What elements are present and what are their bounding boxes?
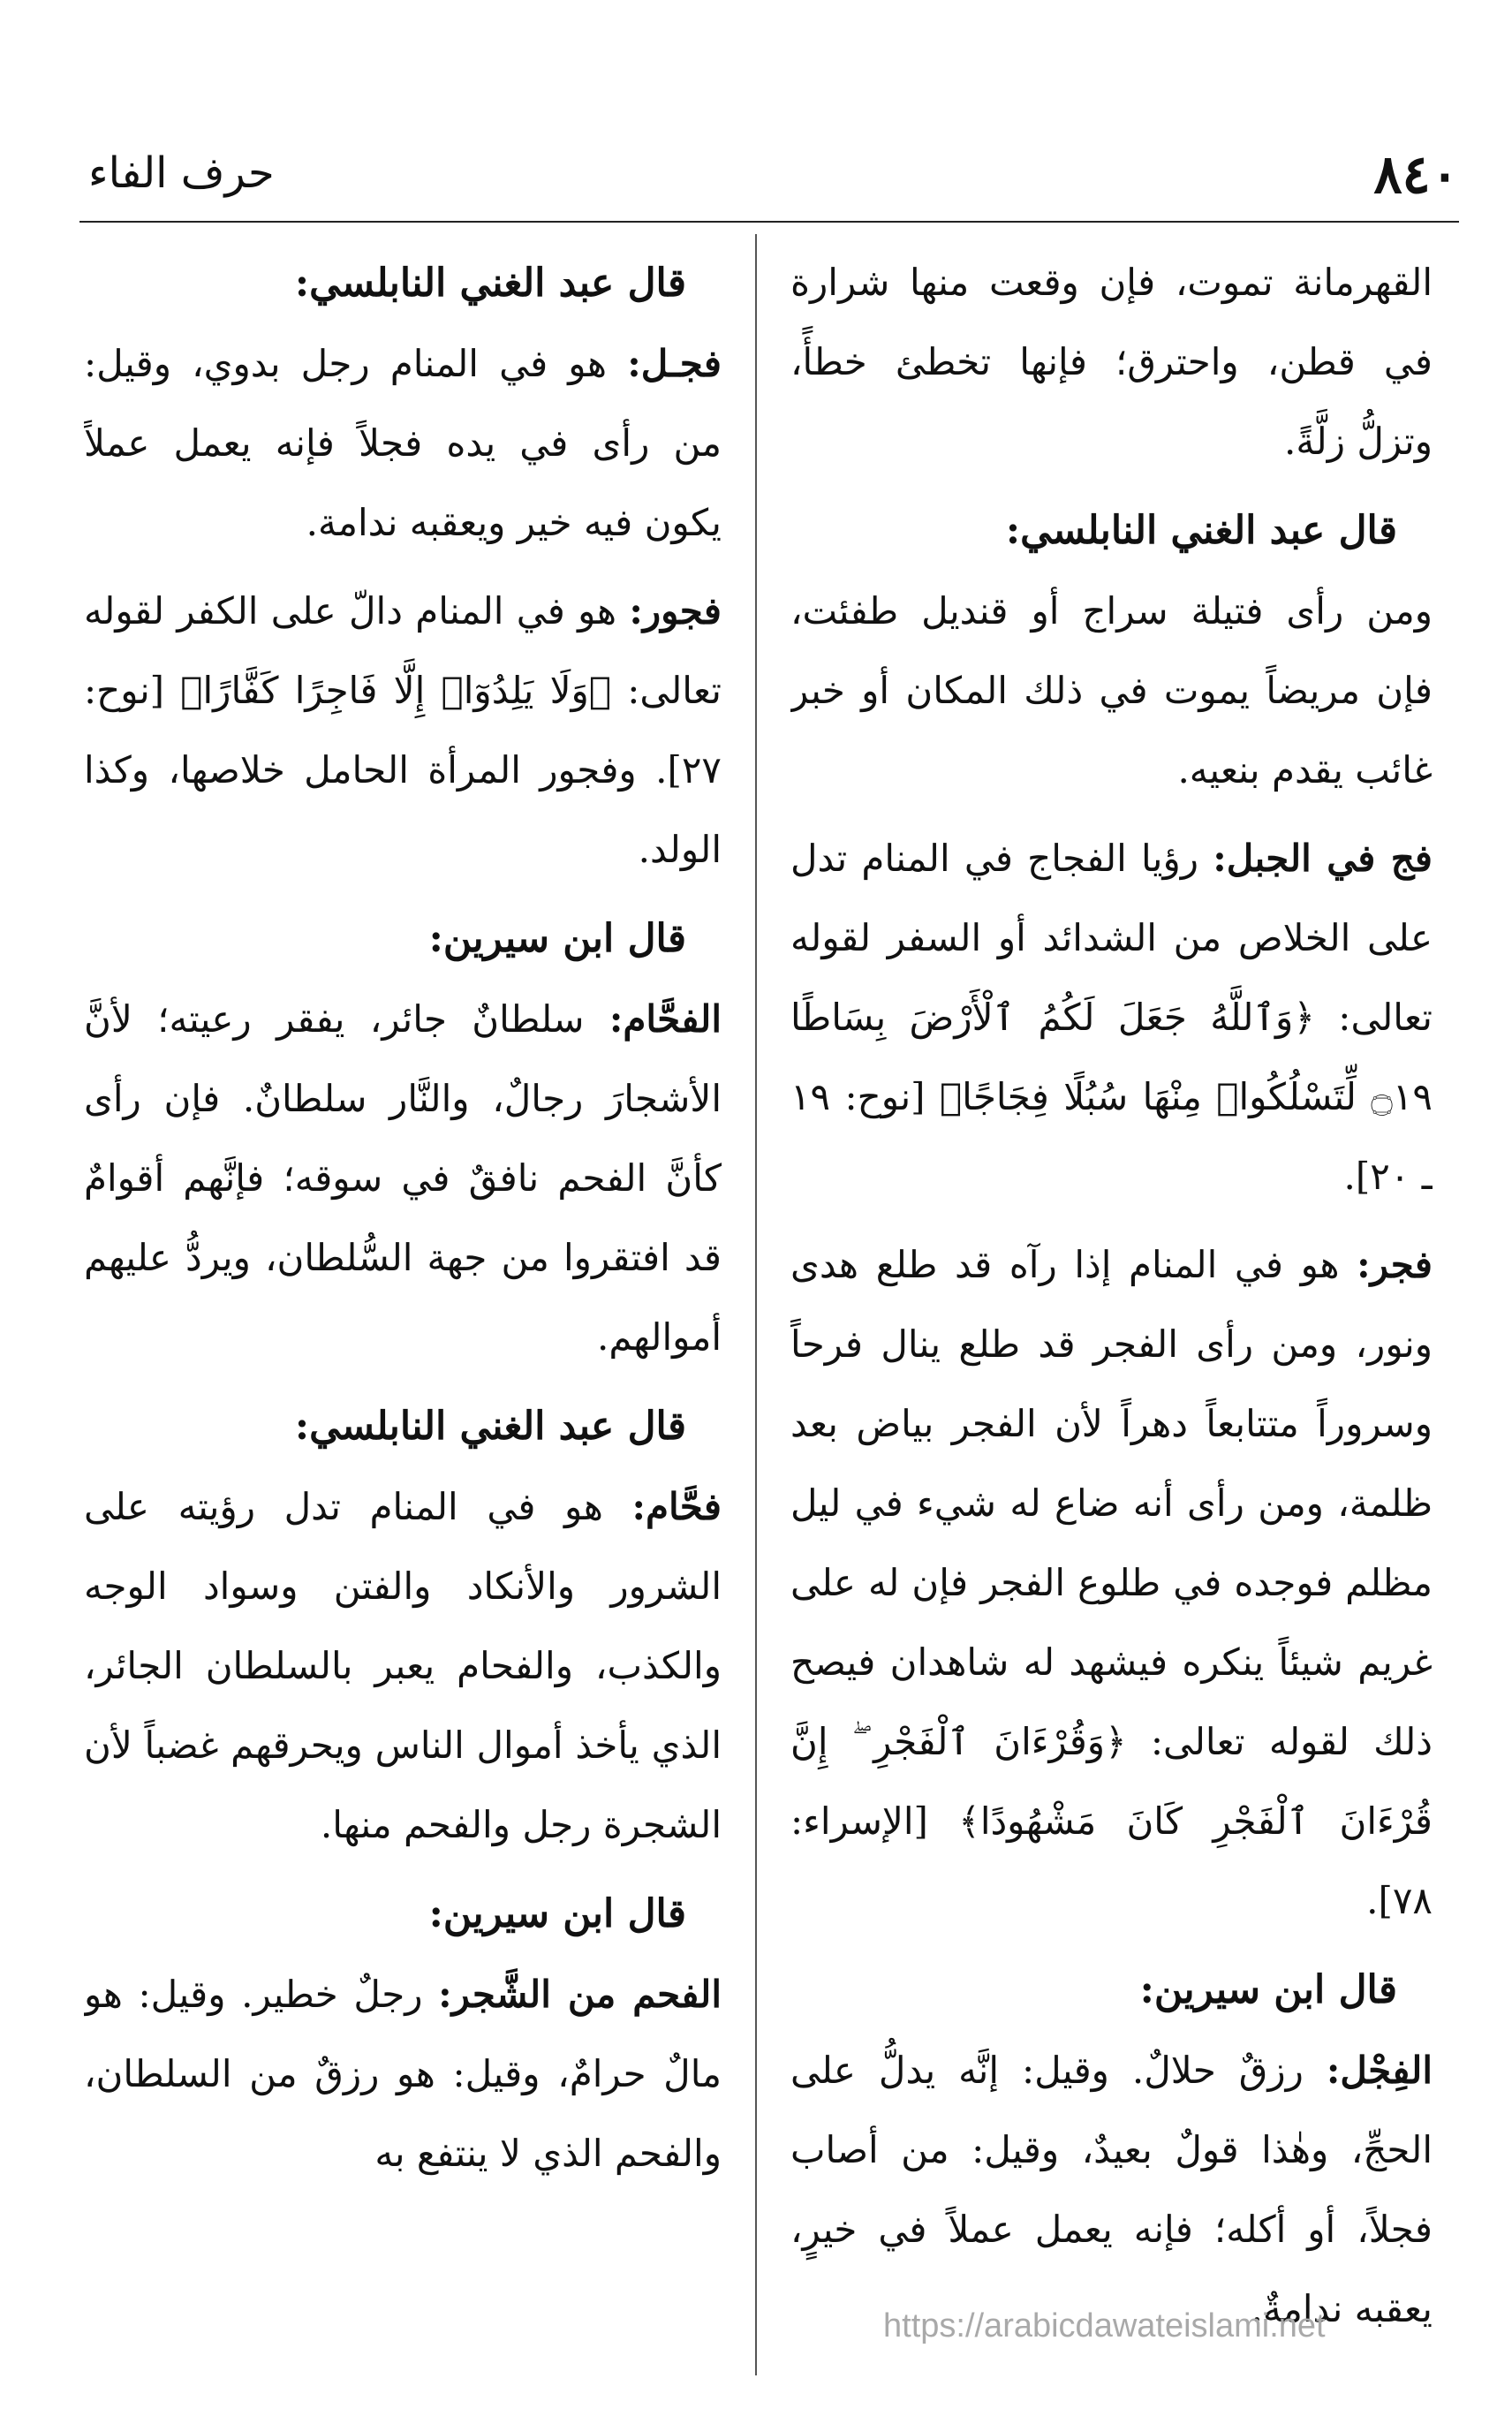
section-heading: قال عبد الغني النابلسي: [1005, 508, 1397, 553]
section-heading: قال ابن سيرين: [1139, 1967, 1397, 2012]
entry-term: فج في الجبل: [1213, 837, 1433, 880]
section-heading: قال عبد الغني النابلسي: [294, 1404, 686, 1449]
entry-fajr [790, 1225, 1433, 1941]
entry-text: وفجور المرأة الحامل خلاصها، وكذا الولد. [84, 748, 722, 871]
entry-fujur [84, 572, 722, 890]
entry-fahham [84, 980, 722, 1377]
entry-term: فجـل: [627, 342, 722, 385]
entry-text: رؤيا الفجاج في المنام تدل على الخلاص من الشدائد أو السفر لقوله تعالى: [790, 837, 1433, 1039]
left-column [84, 243, 722, 2353]
section-heading: قال ابن سيرين: [428, 916, 686, 961]
running-title: حرف الفاء [88, 148, 275, 198]
quran-quote: ﴿وَقُرْءَانَ ٱلْفَجْرِ ۖ إِنَّ قُرْءَانَ ٱلْفَجْرِ كَانَ مَشْهُودًا﴾ [790, 1720, 1433, 1843]
entry-term: فحَّام: [631, 1485, 722, 1528]
entry-text: رجلٌ خطير. وقيل: هو مالٌ حرامٌ، وقيل: هو رزقٌ من السلطان، والفحم الذي لا ينتفع به [84, 1973, 722, 2175]
quran-reference: [الإسراء: ٧٨]. [790, 1799, 1433, 1922]
header-rule [79, 221, 1459, 223]
entry-term: فجر: [1357, 1243, 1433, 1286]
column-divider [755, 234, 757, 2375]
entry-faj [790, 819, 1433, 1216]
intro-text: القهرمانة تموت، فإن وقعت منها شرارة في قطن، واحترق؛ فإنها تخطئ خطأً، وتزلُّ زلَّةً. [790, 261, 1433, 463]
entry-term: الفحَّام: [609, 997, 722, 1041]
entry-fahham-nabulsi [84, 1467, 722, 1865]
section-heading: قال ابن سيرين: [428, 1891, 686, 1936]
entry-fahm [84, 1955, 722, 2193]
entry-fijl [790, 2031, 1433, 2349]
entry-text: هو في المنام دالّ على الكفر لقوله تعالى: [84, 589, 722, 712]
entry-text: هو في المنام رجل بدوي، وقيل: من رأى في يده فجلاً فإنه يعمل عملاً يكون فيه خير ويعقبه ندامة. [84, 342, 722, 544]
nabulsi-text: ومن رأى فتيلة سراج أو قنديل طفئت، فإن مريضاً يموت في ذلك المكان أو خبر غائب يقدم بنعيه. [790, 589, 1433, 792]
entry-text: سلطانٌ جائر، يفقر رعيته؛ لأنَّ الأشجارَ رجالٌ، والنَّار سلطانٌ. فإن رأى كأنَّ الفحم نافقٌ في سوقه؛ فإنَّهم أقوامٌ قد افتقروا من جهة السُّلطان، ويردُّ عليهم أموالهم. [84, 997, 722, 1359]
entry-fijl [84, 324, 722, 563]
entry-text: هو في المنام تدل رؤيته على الشرور والأنكاد والفتن وسواد الوجه والكذب، والفحام يعبر بالسلطان الجائر، الذي يأخذ أموال الناس ويحرقهم غضباً لأن الشجرة رجل والفحم منها. [84, 1485, 722, 1846]
watermark-url: https://arabicdawateislami.net [883, 2307, 1326, 2344]
quran-quote: ﴿وَلَا يَلِدُوٓا۟ إِلَّا فَاجِرًا كَفَّارًا﴾ [180, 669, 612, 712]
entry-term: فجور: [629, 589, 722, 633]
entry-text: رزقٌ حلالٌ. وقيل: إنَّه يدلُّ على الحجِّ، وهٰذا قولٌ بعيدٌ، وقيل: من أصاب فجلاً، أو أكله؛ فإنه يعمل عملاً في خيرٍ، يعقبه ندامةٌ. [790, 2049, 1433, 2330]
entry-term: الفحم من الشَّجر: [438, 1973, 722, 2016]
page-number: ٨٤٠ [1373, 144, 1459, 206]
entry-term: الفِجْل: [1326, 2049, 1433, 2092]
right-column [790, 243, 1433, 2353]
quran-quote: ﴿وَٱللَّهُ جَعَلَ لَكُمُ ٱلْأَرْضَ بِسَاطًا ۝١٩ لِّتَسْلُكُوا۟ مِنْهَا سُبُلًا فِجَاجًا﴾ [790, 996, 1433, 1118]
quran-reference: [نوح: ١٩ ـ ٢٠]. [790, 1075, 1433, 1198]
entry-text: هو في المنام إذا رآه قد طلع هدى ونور، ومن رأى الفجر قد طلع ينال فرحاً وسروراً متتابعاً دهراً لأن الفجر بياض بعد ظلمة، ومن رأى أنه ضاع له شيء في ليل مظلم فوجده في طلوع الفجر فإن له على غريم شيئاً ينكره فيشهد له شاهدان فيصح ذلك لقوله تعالى: [790, 1243, 1433, 1763]
quran-reference: [نوح: ٢٧]. [84, 669, 722, 792]
section-heading: قال عبد الغني النابلسي: [294, 261, 686, 306]
